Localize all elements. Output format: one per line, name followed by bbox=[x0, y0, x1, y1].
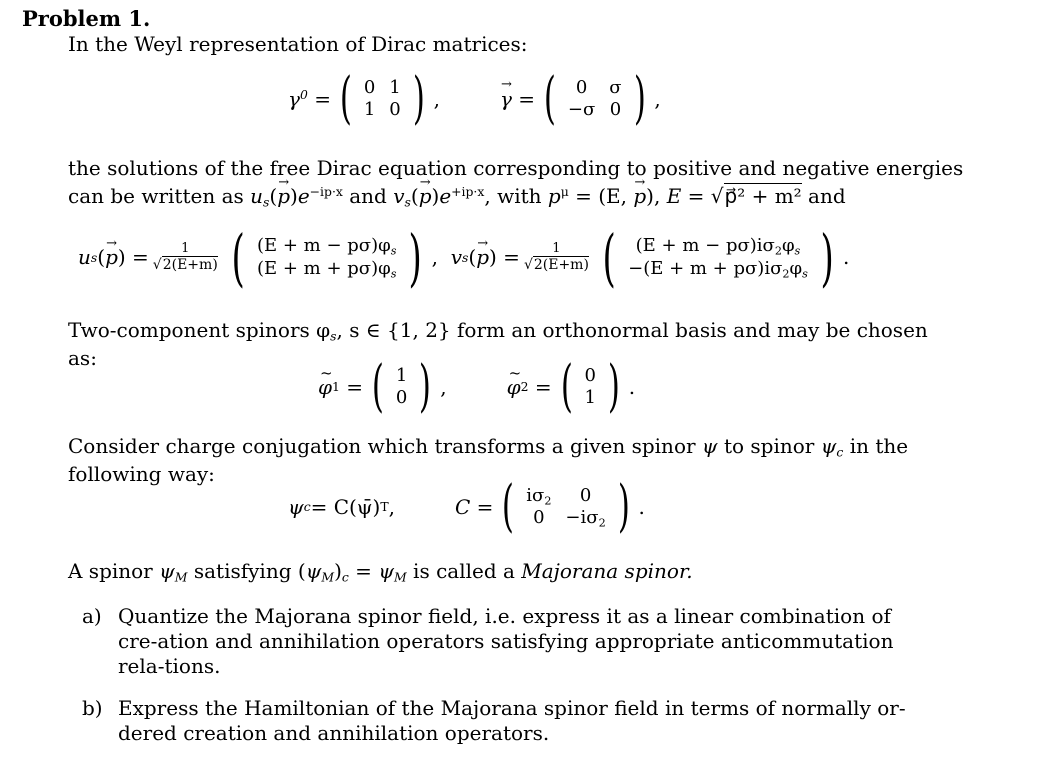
gamma0-matrix: ( 0 1 1 0 ) bbox=[339, 66, 425, 131]
gamma0-symbol: $\gamma^0$ bbox=[288, 86, 308, 111]
phi1-vector: ( 1 0 ) bbox=[371, 354, 432, 419]
us-column: ( $(E + m - p\sigma)\varphi_s$ $(E + m + p\sigma)\varphi_s$ ) bbox=[231, 221, 423, 294]
charge-conjugation: ψ c = C(ψ̄) T , C = ( $i\sigma_2$ 0 0 $-i\sigma_2$ ) . bbox=[288, 474, 645, 539]
problem-title: Problem 1. bbox=[22, 6, 151, 31]
majorana-definition: A spinor $\psi_M$ satisfying $(\psi_M)_c = \psi_M$ is called a Majorana spinor. bbox=[68, 559, 693, 585]
conj-line2: following way: bbox=[68, 462, 215, 486]
vs-prefactor: $\frac{1}{√2(E+m)}$ bbox=[523, 240, 589, 274]
vs-column: ( $(E + m - p\sigma)i\sigma_2\varphi_s$ $-(E + m + p\sigma)i\sigma_2\varphi_s$ ) bbox=[602, 221, 834, 294]
gammavec-matrix: ( 0 σ −σ 0 ) bbox=[543, 66, 646, 131]
task-a: a) Quantize the Majorana spinor field, i.e. express it as a linear combination of cre-ation and annihilation operators satisfying appropriate anticommutation rela-tions. bbox=[82, 604, 894, 678]
C-matrix: ( $i\sigma_2$ 0 0 $-i\sigma_2$ ) bbox=[502, 474, 630, 539]
us-prefactor: $\frac{1}{√2(E+m)}$ bbox=[152, 240, 218, 274]
task-b: b) Express the Hamiltonian of the Majorana spinor field in terms of normally or-dered creation and annihilation operators. bbox=[82, 696, 906, 745]
solutions-line1: the solutions of the free Dirac equation corresponding to positive and negative energies bbox=[68, 156, 964, 180]
basis-line2: as: bbox=[68, 346, 97, 370]
basis-line1: Two-component spinors $\varphi_s$, s ∈ {1, 2} form an orthonormal basis and may be chosen bbox=[68, 318, 928, 344]
spinor-solutions: u s ( p → ) = $\frac{1}{√2(E+m)}$ ( $(E + m - p\sigma)\varphi_s$ $(E + m + p\sigma)\varphi_s$ ) , v s ( p → ) = $\frac{1}{√2(E+m)}$ ( $(E + m - p\sigma)i\sigma_2\varphi_s$ $-(E + m + p\sigma)i\sigma_2\varphi_s$ ) . bbox=[78, 230, 849, 286]
basis-vectors: φ ~ 1 = ( 1 0 ) , φ ~ 2 = ( 0 1 ) . bbox=[318, 362, 635, 412]
phi2-vector: ( 0 1 ) bbox=[560, 354, 620, 419]
gamma-equations: $\gamma^0$ = ( 0 1 1 0 ) , γ → = ( 0 σ −σ 0 ) , bbox=[288, 74, 661, 124]
gammavec-symbol: γ → bbox=[500, 87, 512, 112]
intro-text: In the Weyl representation of Dirac matrices: bbox=[68, 32, 528, 56]
conj-line1: Consider charge conjugation which transforms a given spinor ψ to spinor $\psi_c$ in the bbox=[68, 434, 909, 460]
solutions-line2: can be written as $u_s(p \to)e^{-ip\cdot x}$ and $v_s(p \to)e^{+ip\cdot x}$, with $p^\mu = (E$, p →), E = √p⃗² + m² and bbox=[68, 184, 846, 209]
